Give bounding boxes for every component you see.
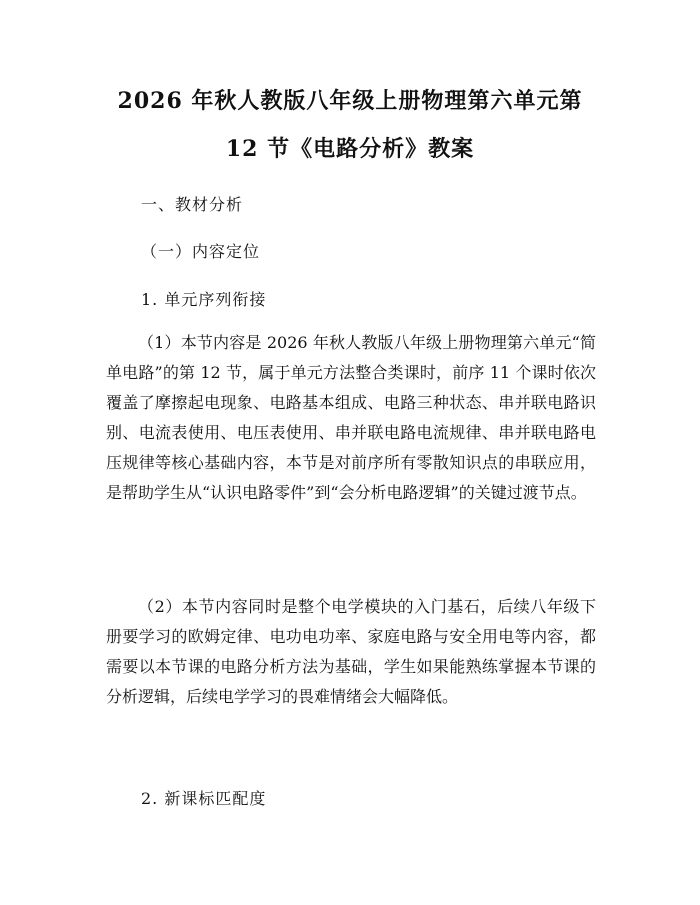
document-title-line-2: 12 节《电路分析》教案 bbox=[225, 136, 475, 162]
document-title-line-1: 2026 年秋人教版八年级上册物理第六单元第 bbox=[117, 88, 583, 114]
section-heading-teaching-material-analysis: 一、教材分析 bbox=[141, 195, 244, 214]
item-heading-curriculum-match: 2. 新课标匹配度 bbox=[141, 789, 267, 808]
subsection-heading-content-positioning: （一）内容定位 bbox=[141, 242, 261, 261]
item-heading-unit-sequence: 1. 单元序列衔接 bbox=[141, 290, 267, 309]
paragraph-2: （2）本节内容同时是整个电学模块的入门基石，后续八年级下册要学习的欧姆定律、电功电功率、家庭电路与安全用电等内容，都需要以本节课的电路分析方法为基础，学生如果能熟练掌握本节课的分析逻辑，后续电学学习的畏难情绪会大幅降低。 bbox=[106, 597, 596, 706]
paragraph-1: （1）本节内容是 2026 年秋人教版八年级上册物理第六单元“简单电路”的第 12 节，属于单元方法整合类课时，前序 11 个课时依次覆盖了摩擦起电现象、电路基本组成、电路三种状态、串并联电路识别、电流表使用、电压表使用、串并联电路电流规律、串并联电路电压规律等核心基础内容，本节是对前序所有零散知识点的串联应用，是帮助学生从“认识电路零件”到“会分析电路逻辑”的关键过渡节点。 bbox=[106, 333, 596, 502]
